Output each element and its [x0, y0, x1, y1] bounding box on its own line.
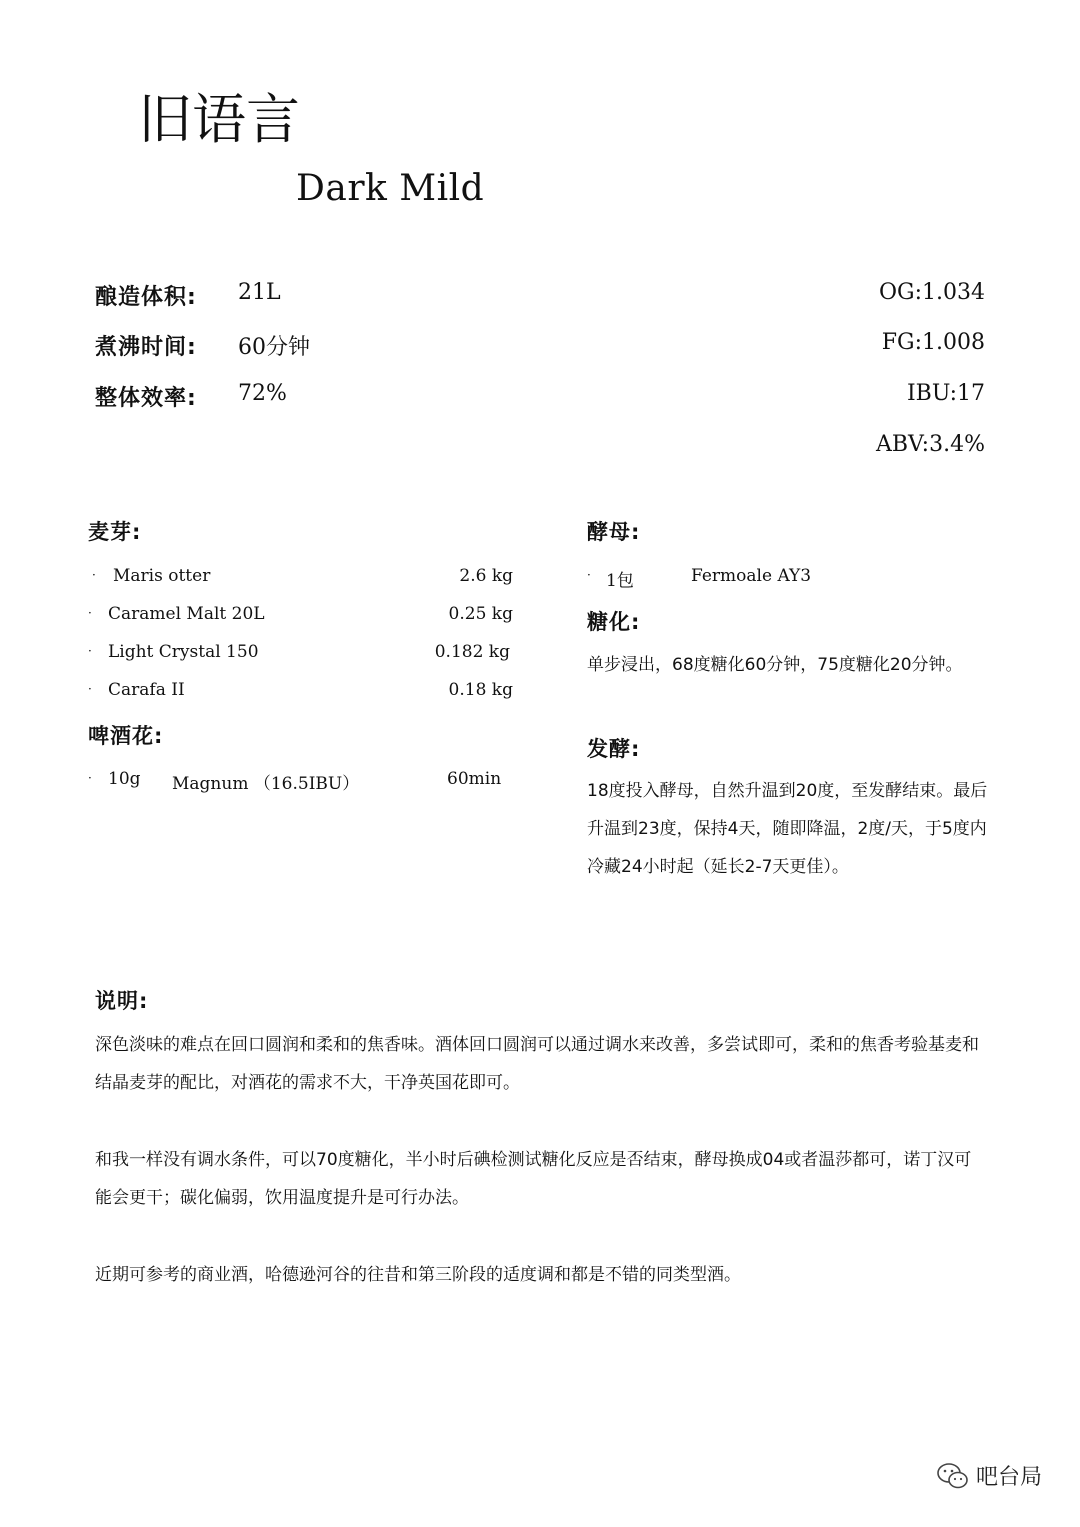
- stat-og: OG:1.034: [878, 280, 985, 305]
- hop-time: 60min: [447, 769, 502, 789]
- logo-text: 旧语言: [138, 88, 300, 151]
- malt-name: Maris otter: [113, 566, 211, 586]
- stat-fg: FG:1.008: [881, 330, 985, 355]
- malt-heading: 麦芽:: [88, 520, 142, 544]
- malt-name: Carafa II: [108, 680, 185, 700]
- spec-label-boil: 煮沸时间:: [95, 335, 197, 360]
- bullet-icon: ·: [88, 771, 92, 785]
- stat-abv: ABV:3.4%: [875, 432, 985, 457]
- notes-paragraph: 深色淡味的难点在回口圆润和柔和的焦香味。酒体回口圆润可以通过调水来改善，多尝试即可，柔和的焦香考验基麦和结晶麦芽的配比，对酒花的需求不大，干净英国花即可。: [95, 1035, 979, 1093]
- hop-name: Magnum （16.5IBU）: [172, 774, 360, 794]
- notes-heading: 说明:: [95, 989, 149, 1013]
- watermark: [936, 1460, 1042, 1491]
- brand-logo: [138, 80, 338, 164]
- yeast-qty: 1包: [606, 571, 634, 591]
- yeast-heading: 酵母:: [587, 520, 641, 544]
- mash-heading: 糖化:: [587, 610, 641, 634]
- bullet-icon: ·: [88, 606, 92, 620]
- bullet-icon: ·: [88, 644, 92, 658]
- malt-name: Light Crystal 150: [108, 642, 259, 662]
- recipe-title: Dark Mild: [296, 168, 485, 209]
- spec-value-volume: 21L: [238, 280, 281, 305]
- stat-ibu: IBU:17: [906, 381, 985, 406]
- bullet-icon: ·: [587, 568, 591, 582]
- wechat-icon: [936, 1461, 970, 1491]
- hop-qty: 10g: [108, 769, 141, 789]
- spec-value-boil: 60分钟: [238, 335, 310, 360]
- malt-amount: 2.6 kg: [459, 566, 513, 586]
- bullet-icon: ·: [88, 682, 92, 696]
- yeast-name: Fermoale AY3: [691, 566, 812, 586]
- watermark-text: 吧台局: [975, 1465, 1042, 1490]
- notes-paragraph: 和我一样没有调水条件，可以70度糖化，半小时后碘检测试糖化反应是否结束，酵母换成04或者温莎都可，诺丁汉可能会更干；碳化偏弱，饮用温度提升是可行办法。: [95, 1150, 972, 1208]
- spec-value-efficiency: 72%: [238, 381, 287, 406]
- notes-paragraph: 近期可参考的商业酒，哈德逊河谷的往昔和第三阶段的适度调和都是不错的同类型酒。: [95, 1265, 741, 1285]
- spec-label-volume: 酿造体积:: [95, 285, 197, 310]
- bullet-icon: ·: [92, 568, 96, 582]
- mash-text: 单步浸出，68度糖化60分钟，75度糖化20分钟。: [587, 655, 963, 675]
- hops-heading: 啤酒花:: [88, 724, 164, 748]
- malt-amount: 0.18 kg: [448, 680, 513, 700]
- malt-amount: 0.25 kg: [448, 604, 513, 624]
- ferment-heading: 发酵:: [587, 737, 641, 761]
- spec-label-efficiency: 整体效率:: [95, 386, 197, 411]
- malt-name: Caramel Malt 20L: [108, 604, 265, 624]
- malt-amount: 0.182 kg: [434, 642, 510, 662]
- ferment-text: 18度投入酵母，自然升温到20度，至发酵结束。最后升温到23度，保持4天，随即降温，2度/天，于5度内冷藏24小时起（延长2-7天更佳）。: [587, 781, 988, 877]
